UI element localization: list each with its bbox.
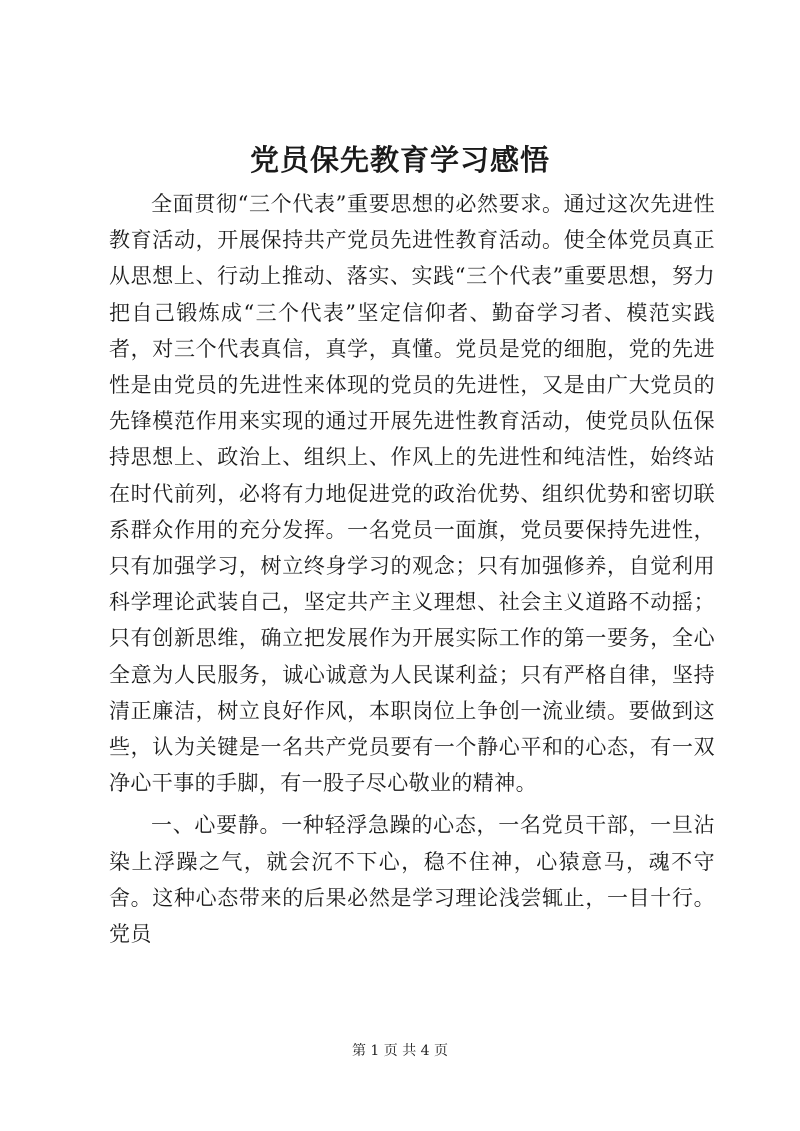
page-footer: 第 1 页 共 4 页 — [351, 1043, 449, 1059]
body-paragraph-1: 全面贯彻“三个代表”重要思想的必然要求。通过这次先进性教育活动，开展保持共产党员先进性教育活动。使全体党员真正从思想上、行动上推动、落实、实践“三个代表”重要思想，努力把自己锻炼成“三个代表”坚定信仰者、勤奋学习者、模范实践者，对三个代表真信，真学，真懂。党员是党的细胞，党的先进性是由党员的先进性来体现的党员的先进性，又是由广大党员的先锋模范作用来实现的通过开展先进性教育活动，使党员队伍保持思想上、政治上、组织上、作风上的先进性和纯洁性，始终站在时代前列，必将有力地促进党的政治优势、组织优势和密切联系群众作用的充分发挥。一名党员一面旗，党员要保持先进性，只有加强学习，树立终身学习的观念；只有加强修养，自觉利用科学理论武装自己，坚定共产主义理想、社会主义道路不动摇；只有创新思维，确立把发展作为开展实际工作的第一要务，全心全意为人民服务，诚心诚意为人民谋利益；只有严格自律，坚持清正廉洁，树立良好作风，本职岗位上争创一流业绩。要做到这些，认为关键是一名共产党员要有一个静心平和的心态，有一双净心干事的手脚，有一股子尽心敬业的精神。 — [109, 192, 715, 796]
document-body — [109, 186, 715, 952]
body-paragraph-2: 一、心要静。一种轻浮急躁的心态，一名党员干部，一旦沾染上浮躁之气，就会沉不下心，稳不住神，心猿意马，魂不守舍。这种心态带来的后果必然是学习理论浅尝辄止，一目十行。党员 — [109, 813, 715, 947]
document-title: 党员保先教育学习感悟 — [249, 143, 550, 177]
